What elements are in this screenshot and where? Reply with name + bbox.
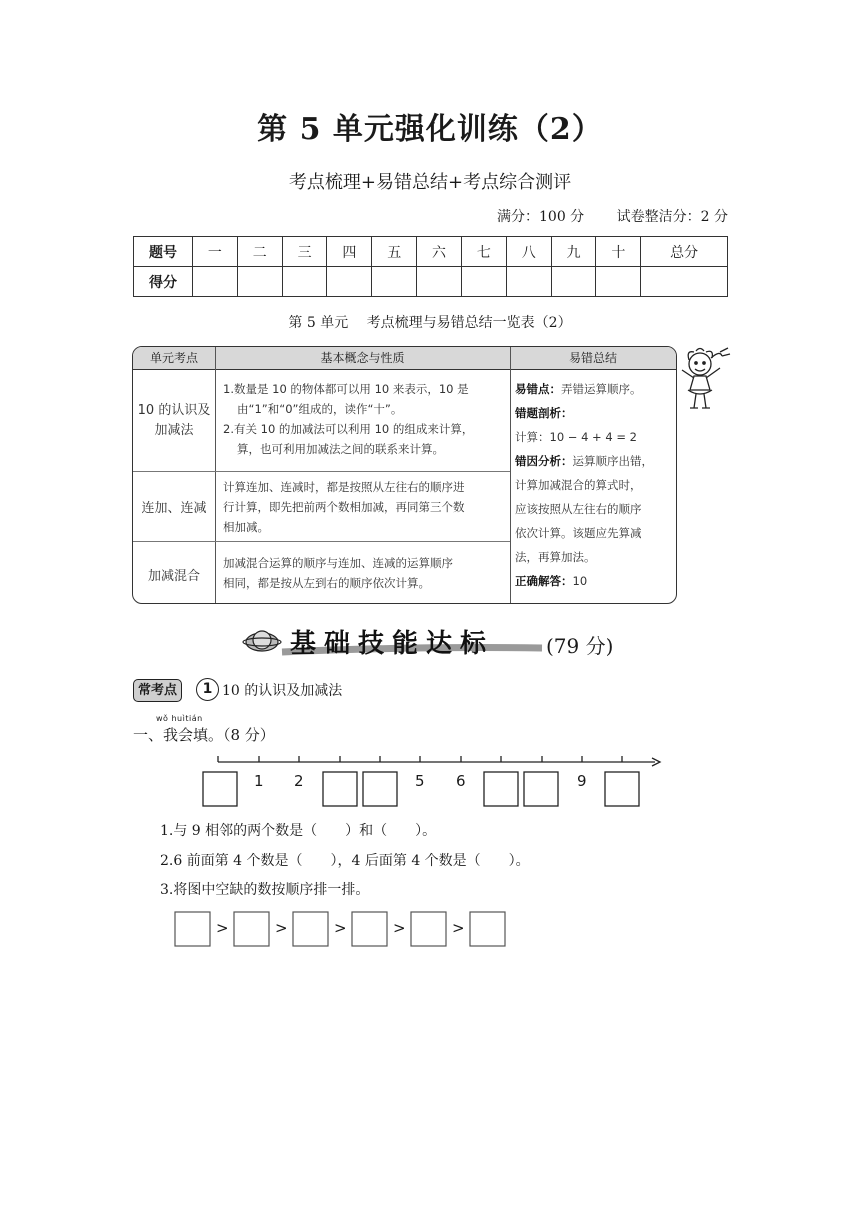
concept-line: 相同，都是按从左到右的顺序依次计算。 [223, 576, 430, 590]
greater-than-symbol: > [452, 919, 465, 937]
score-input-cell[interactable] [282, 267, 327, 297]
divider [133, 471, 510, 472]
score-input-cell[interactable] [641, 267, 728, 297]
score-cell: 三 [282, 237, 327, 267]
ordering-blank-box[interactable] [234, 912, 269, 946]
score-cell: 五 [372, 237, 417, 267]
greater-than-symbol: > [275, 919, 288, 937]
key-point-badge: 常考点 [133, 679, 182, 702]
mistake-point-text: 弄错运算顺序。 [561, 382, 642, 396]
header-concept: 基本概念与性质 [215, 347, 510, 370]
pinyin-annotation: wǒ huìtián [156, 714, 203, 723]
score-input-cell[interactable] [551, 267, 596, 297]
score-cell: 六 [417, 237, 462, 267]
score-input-cell[interactable] [193, 267, 238, 297]
concept-line: 2.有关 10 的加减法可以利用 10 的组成来计算， [223, 422, 474, 436]
number-line-blank-box[interactable] [524, 772, 558, 806]
score-cell: 七 [461, 237, 506, 267]
summary-caption: 第 5 单元 考点梳理与易错总结一览表（2） [288, 315, 572, 331]
answer-label: 正确解答： [515, 574, 573, 588]
topic-lianjia: 连加、连减 [141, 501, 207, 516]
number-label: 1 [254, 772, 264, 790]
header-mistake: 易错总结 [510, 347, 676, 370]
topic-10: 10 的认识及加减法 [137, 403, 211, 438]
sub-question-2: 2.6 前面第 4 个数是（ ），4 后面第 4 个数是（ ）。 [160, 853, 530, 869]
wrong-calc: 计算：10 − 4 + 4 = 2 [515, 430, 637, 444]
ordering-row [174, 910, 514, 950]
score-table-header-row [134, 237, 728, 267]
number-line-axis [200, 752, 670, 812]
concept-line: 相加减。 [223, 520, 269, 534]
page-subtitle: 考点梳理+易错总结+考点综合测评 [288, 172, 572, 193]
number-line-blank-box[interactable] [203, 772, 237, 806]
full-score: 满分：100 分 [497, 209, 585, 225]
score-input-cell[interactable] [417, 267, 462, 297]
answer-text: 10 [572, 574, 588, 588]
concept-10 [223, 379, 511, 459]
cause-line: 计算加减混合的算式时， [515, 478, 642, 492]
concept-line: 由“1”和“0”组成的，读作“十”。 [237, 402, 403, 416]
section-title: 基础技能达标 [290, 629, 495, 659]
number-label: 6 [456, 772, 466, 790]
score-cell: 题号 [134, 237, 193, 267]
score-input-cell[interactable] [237, 267, 282, 297]
score-input-cell[interactable] [461, 267, 506, 297]
score-cell: 得分 [134, 267, 193, 297]
score-input-cell[interactable] [596, 267, 641, 297]
greater-than-symbol: > [216, 919, 229, 937]
score-info [469, 206, 728, 226]
section-score: (79 分) [546, 634, 614, 658]
score-table [133, 236, 728, 297]
score-cell: 十 [596, 237, 641, 267]
number-line-blank-box[interactable] [323, 772, 357, 806]
score-cell: 八 [506, 237, 551, 267]
cause-line: 运算顺序出错， [572, 454, 653, 468]
cartoon-girl-icon [676, 346, 732, 422]
number-label: 9 [577, 772, 587, 790]
number-label: 5 [415, 772, 425, 790]
greater-than-symbol: > [334, 919, 347, 937]
concept-line: 1.数量是 10 的物体都可以用 10 来表示，10 是 [223, 382, 469, 396]
number-line-blank-box[interactable] [605, 772, 639, 806]
key-point-text: 10 的认识及加减法 [222, 683, 343, 699]
cause-label: 错因分析： [515, 454, 573, 468]
score-cell: 四 [327, 237, 372, 267]
score-table-score-row [134, 267, 728, 297]
cause-line: 应该按照从左往右的顺序 [515, 502, 642, 516]
ordering-blank-box[interactable] [470, 912, 505, 946]
score-cell: 总分 [641, 237, 728, 267]
neat-score: 试卷整洁分：2 分 [616, 209, 728, 225]
summary-table [132, 346, 677, 604]
concept-lianjia [223, 477, 511, 537]
number-line-blank-box[interactable] [484, 772, 518, 806]
concept-line: 加减混合运算的顺序与连加、连减的运算顺序 [223, 556, 453, 570]
cause-line: 法，再算加法。 [515, 550, 596, 564]
divider [133, 541, 510, 542]
divider [215, 347, 216, 603]
score-cell: 一 [193, 237, 238, 267]
concept-hunhe [223, 553, 511, 593]
sub-question-3: 3.将图中空缺的数按顺序排一排。 [160, 882, 370, 898]
score-cell: 二 [237, 237, 282, 267]
header-topic: 单元考点 [133, 347, 215, 370]
score-cell: 九 [551, 237, 596, 267]
concept-line: 行计算，即先把前两个数相加减，再同第三个数 [223, 500, 465, 514]
number-line-blank-box[interactable] [363, 772, 397, 806]
score-input-cell[interactable] [372, 267, 417, 297]
number-line [200, 752, 670, 812]
ordering-blank-box[interactable] [352, 912, 387, 946]
question-title: 一、我会填。（8 分） [133, 726, 275, 744]
topic-hunhe: 加减混合 [147, 569, 200, 584]
ordering-blank-box[interactable] [411, 912, 446, 946]
cause-line: 依次计算。该题应先算减 [515, 526, 642, 540]
page-title: 第 5 单元强化训练（2） [257, 112, 603, 147]
analysis-label: 错题剖析： [515, 406, 573, 420]
mistake-summary [515, 377, 671, 593]
ordering-blank-box[interactable] [293, 912, 328, 946]
score-input-cell[interactable] [506, 267, 551, 297]
mistake-point-label: 易错点： [515, 382, 561, 396]
key-point-number: 1 [196, 678, 219, 701]
sub-question-1: 1.与 9 相邻的两个数是（ ）和（ ）。 [160, 823, 437, 839]
concept-line: 算，也可利用加减法之间的联系来计算。 [237, 442, 444, 456]
ordering-blank-box[interactable] [175, 912, 210, 946]
concept-line: 计算连加、连减时，都是按照从左往右的顺序进 [223, 480, 465, 494]
score-input-cell[interactable] [327, 267, 372, 297]
greater-than-symbol: > [393, 919, 406, 937]
number-label: 2 [294, 772, 304, 790]
